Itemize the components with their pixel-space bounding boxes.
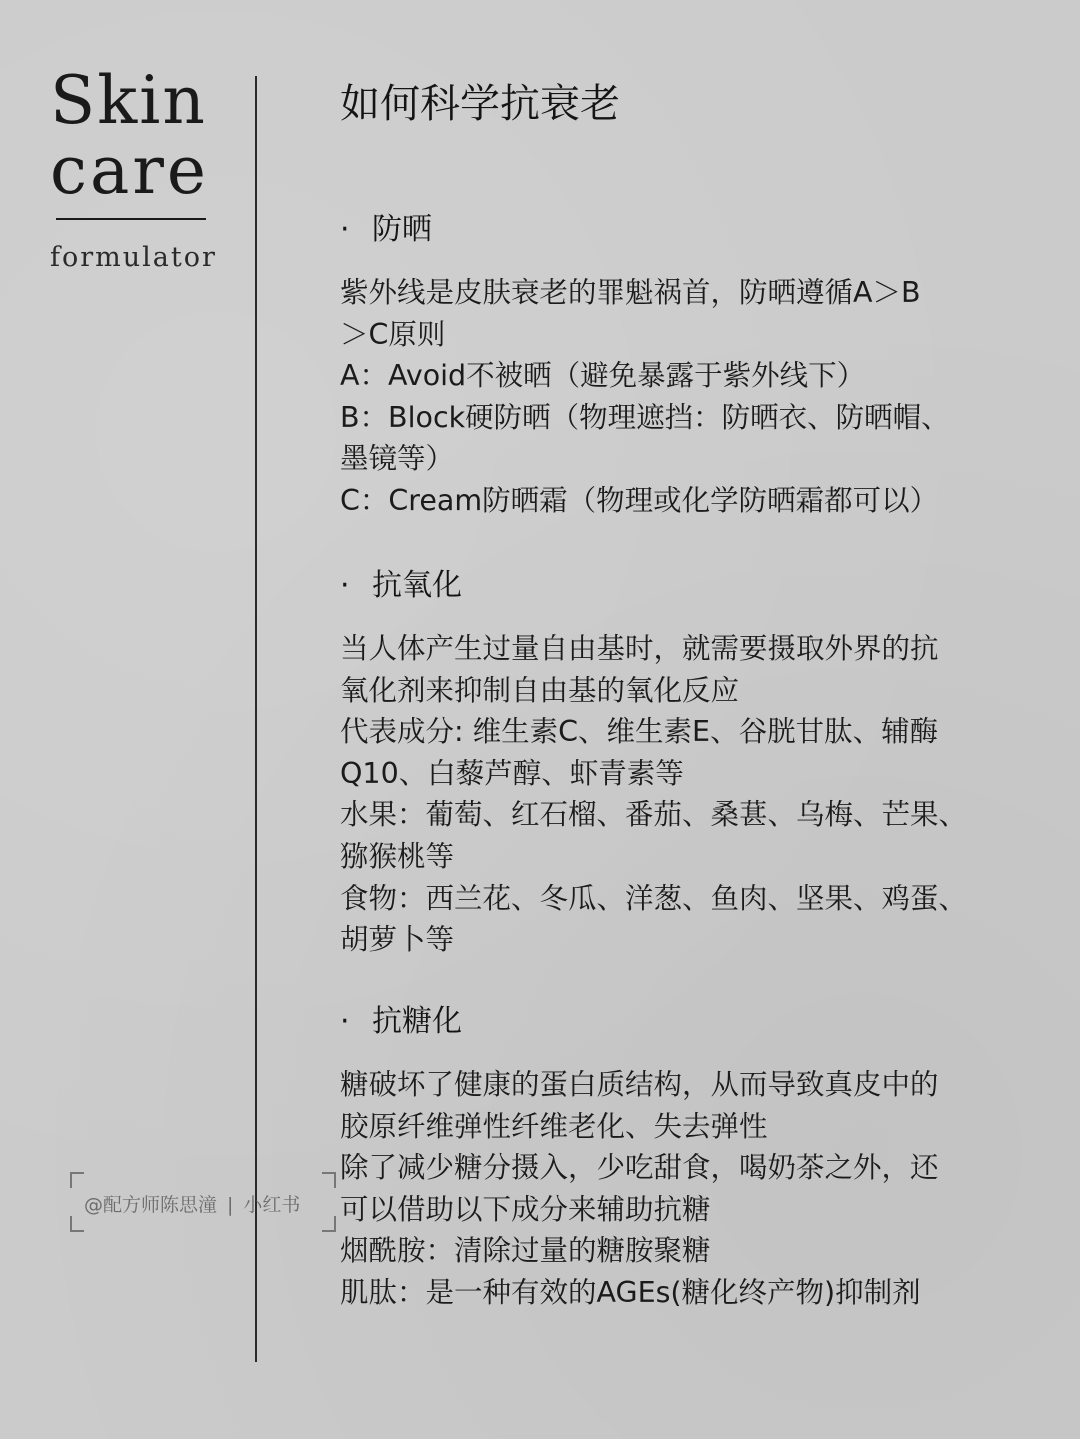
body-line: 紫外线是皮肤衰老的罪魁祸首，防晒遵循A＞B	[340, 276, 921, 309]
section-body	[340, 1064, 1030, 1314]
bullet-dot: ·	[340, 1004, 350, 1039]
section-antioxidant	[340, 562, 1030, 961]
page-title: 如何科学抗衰老	[340, 81, 620, 127]
body-line: 烟酰胺：清除过量的糖胺聚糖	[340, 1234, 711, 1268]
body-line: 糖破坏了健康的蛋白质结构，从而导致真皮中的	[340, 1068, 939, 1101]
bullet-dot: ·	[340, 212, 350, 247]
watermark-corner-top-right	[322, 1172, 336, 1188]
section-heading	[340, 206, 1030, 254]
body-line: 代表成分: 维生素C、维生素E、谷胱甘肽、辅酶	[340, 715, 939, 749]
body-line: C：Cream防晒霜（物理或化学防晒霜都可以）	[340, 483, 939, 517]
brand-subtitle: formulator	[50, 242, 217, 273]
body-line: 胡萝卜等	[340, 923, 455, 957]
watermark-author: @配方师陈思潼	[84, 1194, 218, 1216]
watermark-text	[84, 1190, 300, 1217]
section-sunscreen	[340, 206, 1030, 522]
brand-divider	[56, 218, 206, 220]
section-heading	[340, 562, 1030, 610]
brand-title-line1: Skin	[50, 62, 207, 139]
section-heading-text: 抗氧化	[372, 568, 462, 603]
body-line: 食物：西兰花、冬瓜、洋葱、鱼肉、坚果、鸡蛋、	[340, 881, 968, 915]
section-antiglycation	[340, 998, 1030, 1314]
body-line: 猕猴桃等	[340, 839, 455, 873]
watermark-corner-bottom-right	[322, 1216, 336, 1232]
body-line: A：Avoid不被晒（避免暴露于紫外线下）	[340, 359, 866, 393]
body-line: 可以借助以下成分来辅助抗糖	[340, 1192, 711, 1226]
watermark-corner-top-left	[70, 1172, 84, 1188]
body-line: 氧化剂来抑制自由基的氧化反应	[340, 673, 740, 707]
section-heading-text: 防晒	[372, 212, 432, 247]
section-body	[340, 628, 1030, 961]
watermark-corner-bottom-left	[70, 1216, 84, 1232]
body-line: 胶原纤维弹性纤维老化、失去弹性	[340, 1109, 768, 1143]
section-body	[340, 272, 1030, 522]
brand-title-line2: care	[50, 132, 209, 209]
body-line: 水果：葡萄、红石榴、番茄、桑葚、乌梅、芒果、	[340, 798, 968, 832]
body-line: Q10、白藜芦醇、虾青素等	[340, 756, 684, 790]
watermark	[70, 1172, 336, 1232]
vertical-divider	[255, 76, 257, 1362]
body-line: 墨镜等）	[340, 442, 455, 476]
section-heading-text: 抗糖化	[372, 1004, 462, 1039]
section-heading	[340, 998, 1030, 1046]
body-line: 肌肽：是一种有效的AGEs(糖化终产物)抑制剂	[340, 1275, 921, 1309]
body-line: 当人体产生过量自由基时，就需要摄取外界的抗	[340, 632, 939, 665]
watermark-platform: 小红书	[243, 1194, 301, 1216]
bullet-dot: ·	[340, 568, 350, 603]
body-line: 除了减少糖分摄入，少吃甜食，喝奶茶之外，还	[340, 1151, 939, 1185]
watermark-separator: |	[227, 1194, 234, 1216]
body-line: ＞C原则	[340, 317, 446, 351]
body-line: B：Block硬防晒（物理遮挡：防晒衣、防晒帽、	[340, 400, 950, 434]
